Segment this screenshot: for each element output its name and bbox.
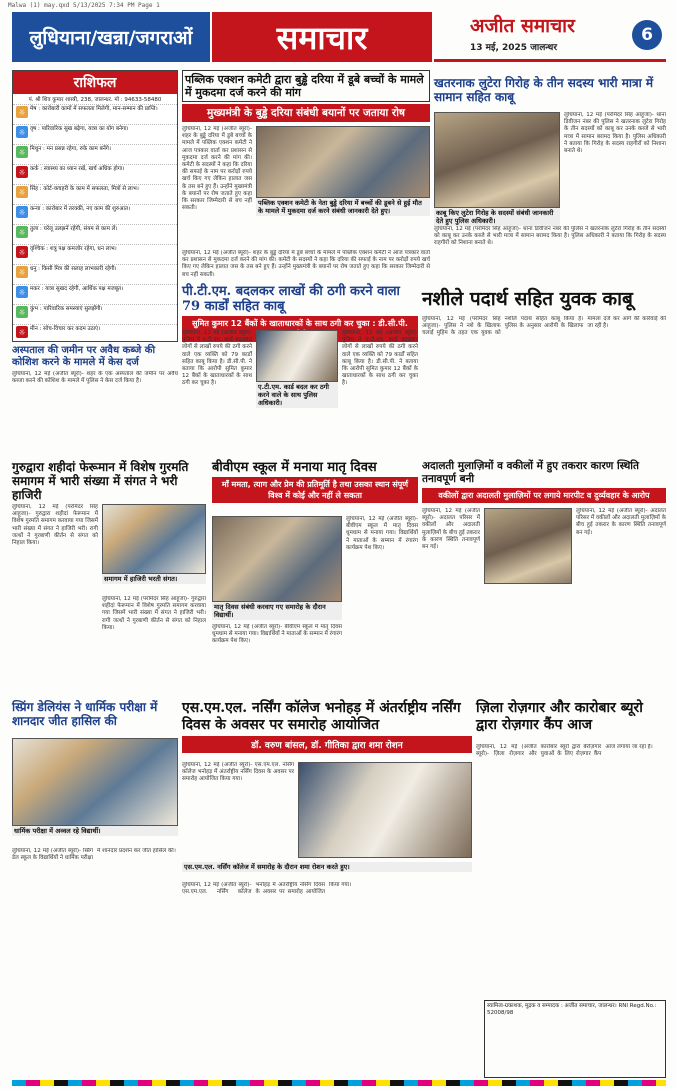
rashifal-text: मीन : सोच-विचार कर कदम उठाएं। [30, 326, 101, 332]
zodiac-sign-icon: ☼ [16, 186, 28, 198]
bvm-body: लुधियाना, 12 मई (अजीत ब्यूरो)- बीवीएम स्कूल में मातृ दिवस धूमधाम से मनाया गया। विद्यार्थियों ने माताओं के सम्मान में रंगारंग कार्यक्रम पेश किए। [346, 516, 418, 551]
lawyers-strap: वकीलों द्वारा अदालती मुलाज़िमों पर लगाये मारपीट व दुर्व्यवहार के आरोप [422, 488, 666, 503]
masthead-section: समाचार [212, 12, 432, 62]
rashifal-text: तुला : घरेलू उलझनें रहेंगी, संयम से काम लें। [30, 226, 118, 232]
brand-name: अजीत समाचार [470, 15, 575, 37]
lawyers-photo [484, 508, 572, 584]
rashifal-row [13, 204, 177, 224]
zodiac-sign-icon: ☼ [16, 166, 28, 178]
rashifal-text: मेष : कारोबारी कामों में सफलता मिलेगी, मान-सम्मान की प्राप्ति। [30, 106, 158, 112]
rashifal-title: राशिफल [13, 71, 177, 94]
rashifal-row [13, 184, 177, 204]
rashifal-subtitle: पं. श्री शिव कुमार शास्त्री, 238, जालन्धर. मो : 94633-58480 [28, 97, 162, 103]
nursing-headline: एस.एम.एल. नर्सिंग कॉलेज भनोहड़ में अंतर्राष्ट्रीय नर्सिंग दिवस के अवसर पर समारोह आयोजित [182, 700, 461, 733]
ptm-body-cont: लुधियाना, 12 मई (अजीत ब्यूरो)- पुलिस ने ए.टी.एम. कार्ड बदलकर लोगों से लाखों रुपये की ठगी करने वाले एक व्यक्ति को 79 कार्डों सहित काबू किया है। डी.सी.पी. ने बताया कि आरोपी सुमित कुमार 12 बैंकों के खाताधारकों के साथ ठगी कर चुका है। [342, 330, 418, 387]
budha-dariya-caption: पब्लिक एक्शन कमेटी के नेता बुड्ढे दरिया में बच्चों की डूबने से हुई मौत के मामले में मुकदमा दर्ज करने संबंधी जानकारी देते हुए। [256, 198, 430, 216]
budha-dariya-photo [256, 126, 430, 198]
rashifal-text: कुंभ : पारिवारिक समस्याएं सुलझेंगी। [30, 306, 103, 312]
rashifal-text: कन्या : कारोबार में तरक्की, नए काम की शुरुआत। [30, 206, 131, 212]
job-camp-headline: ज़िला रोज़गार और कारोबार ब्यूरो द्वारा रोज़गार कैंप आज [476, 700, 643, 733]
zodiac-sign-icon: ☼ [16, 126, 28, 138]
rashifal-row [13, 284, 177, 304]
spring-dale-headline: स्प्रिंग डेलियंस ने धार्मिक परीक्षा में शानदार जीत हासिल की [12, 700, 158, 728]
hospital-story [12, 345, 178, 429]
looters-body: लुधियाना, 12 मई (परमिंदर सिंह आहूजा)- थाना डिवीजन नंबर की पुलिस ने खतरनाक लुटेरा गिरोह के तीन सदस्यों को काबू कर उनके कब्जे से भारी मात्रा में सामान बरामद किया है। पुलिस अधिकारी ने बताया कि गिरोह के सदस्य राहगीरों को निशाना बनाते थे। [564, 112, 666, 155]
spring-dale-body: लुधियाना, 12 मई (अजीत ब्यूरो)- स्प्रिंग डेल स्कूल के विद्यार्थियों ने धार्मिक परीक्षा में शानदार प्रदर्शन कर जीत हासिल की। [12, 848, 176, 862]
looters-story [434, 76, 666, 104]
rashifal-row [13, 144, 177, 164]
spring-dale-story [12, 700, 178, 728]
gurdwara-body-cont: लुधियाना, 12 मई (परमिंदर सिंह आहूजा)- गुरुद्वारा शहीदां फेरूमान में विशेष गुरमति समागम करवाया गया जिसमें भारी संख्या में संगत ने हाजिरी भरी। रागी जत्थों ने गुरबाणी कीर्तन से संगत को निहाल किया। [102, 596, 206, 631]
nursing-story [182, 700, 472, 753]
spring-dale-caption: धार्मिक परीक्षा में अव्वल रहे विद्यार्थी। [12, 826, 178, 836]
bvm-headline: बीवीएम स्कूल में मनाया मातृ दिवस [212, 460, 377, 475]
gurdwara-body: लुधियाना, 12 मई (परमिंदर सिंह आहूजा)- गुरुद्वारा शहीदां फेरूमान में विशेष गुरमति समागम करवाया गया जिसमें भारी संख्या में संगत ने हाजिरी भरी। रागी जत्थों ने गुरबाणी कीर्तन से संगत को निहाल किया। [12, 504, 98, 547]
spring-dale-photo [12, 738, 178, 826]
file-slug: Malwa (1) may.qxd 5/13/2025 7:34 PM Page 1 [8, 2, 160, 9]
page-number: 6 [632, 20, 662, 50]
ptm-body: लुधियाना, 12 मई (अजीत ब्यूरो)- पुलिस ने ए.टी.एम. कार्ड बदलकर लोगों से लाखों रुपये की ठगी करने वाले एक व्यक्ति को 79 कार्डों सहित काबू किया है। डी.सी.पी. ने बताया कि आरोपी सुमित कुमार 12 बैंकों के खाताधारकों के साथ ठगी कर चुका है। [182, 330, 252, 387]
lawyers-body: लुधियाना, 12 मई (अजीत ब्यूरो)- अदालत परिसर में वकीलों और अदालती मुलाज़िमों के बीच हुई तकरार के कारण स्थिति तनावपूर्ण बन गई। [422, 508, 480, 551]
nursing-photo [298, 762, 472, 858]
dateline: 13 मई, 2025 जालन्धर [470, 43, 558, 53]
budha-dariya-strap: मुख्यमंत्री के बुड्ढे दरिया संबंधी बयानों पर जताया रोष [182, 104, 430, 122]
rashifal-row [13, 224, 177, 244]
gurdwara-caption: समागम में हाजिरी भरती संगत। [102, 574, 206, 584]
masthead-cities: लुधियाना/खन्ना/जगराओं [12, 12, 210, 62]
bvm-strap: माँ ममता, त्याग और प्रेम की प्रतिमूर्ति है तथा उसका स्थान संपूर्ण विश्व में कोई और नहीं ले सकता [212, 477, 418, 503]
gurdwara-headline: गुरुद्वारा शहीदां फेरूमान में विशेष गुरमति समागम में भारी संख्या में संगत ने भरी हाजिरी [12, 460, 189, 502]
nursing-body-cont: लुधियाना, 12 मई (अजीत ब्यूरो)- एस.एम.एल. नर्सिंग कॉलेज भनोहड़ में अंतर्राष्ट्रीय नर्सिंग दिवस के अवसर पर समारोह आयोजित किया गया। [182, 882, 352, 896]
rashifal-text: मकर : यात्रा सुखद रहेगी, आर्थिक पक्ष मजबूत। [30, 286, 124, 292]
lawyers-story [422, 460, 666, 503]
rashifal-text: मिथुन : मन प्रसन्न रहेगा, रुके काम बनेंगे। [30, 146, 111, 152]
job-camp-body: लुधियाना, 12 मई (अजीत ब्यूरो)- ज़िला रोज़गार और कारोबार ब्यूरो द्वारा बेरोज़गार युवाओं के लिए रोज़गार कैंप आज लगाया जा रहा है। [476, 744, 653, 758]
ptm-caption: ए.टी.एम. कार्ड बदल कर ठगी करने वाले के साथ पुलिस अधिकारी। [256, 382, 338, 408]
rashifal-text: वृश्चिक : शत्रु पक्ष कमजोर रहेगा, धन लाभ। [30, 246, 117, 252]
rashifal-text: धनु : किसी मित्र की सलाह लाभकारी रहेगी। [30, 266, 117, 272]
ptm-photo [256, 330, 338, 382]
lawyers-headline: अदालती मुलाज़िमों व वकीलों में हुए तकरार कारण स्थिति तनावपूर्ण बनी [422, 460, 640, 485]
budha-dariya-headline: पब्लिक एक्शन कमेटी द्वारा बुड्ढे दरिया में डूबे बच्चों के मामले में मुकदमा दर्ज करने की मांग [182, 70, 430, 102]
lawyers-body-cont: लुधियाना, 12 मई (अजीत ब्यूरो)- अदालत परिसर में वकीलों और अदालती मुलाज़िमों के बीच हुई तकरार के कारण स्थिति तनावपूर्ण बन गई। [576, 508, 666, 536]
zodiac-sign-icon: ☼ [16, 226, 28, 238]
rashifal-text: वृष : पारिवारिक सुख बढ़ेगा, यात्रा का योग बनेगा। [30, 126, 129, 132]
zodiac-sign-icon: ☼ [16, 146, 28, 158]
job-camp-story [476, 700, 666, 734]
drugs-story [422, 288, 666, 310]
bvm-story [212, 460, 418, 503]
footer-notice: स्वामित्व-ग्रकाशक, मुद्रक व सम्पादक : अजीत समाचार, जालन्धर। RNI Regd.No.: 52008/98 [484, 1000, 666, 1078]
hospital-body: लुधियाना, 12 मई (अजीत ब्यूरो)- शहर के एक अस्पताल की जमीन पर अवैध कब्जा करने की कोशिश के मामले में पुलिस ने केस दर्ज किया है। [12, 371, 178, 385]
looters-photo [434, 112, 560, 208]
bvm-body-cont: लुधियाना, 12 मई (अजीत ब्यूरो)- बीवीएम स्कूल में मातृ दिवस धूमधाम से मनाया गया। विद्यार्थियों ने माताओं के सम्मान में रंगारंग कार्यक्रम पेश किए। [212, 624, 342, 645]
zodiac-sign-icon: ☼ [16, 206, 28, 218]
rashifal-row [13, 104, 177, 124]
rashifal-row [13, 324, 177, 344]
looters-caption: काबू किए लुटेरा गिरोह के सदस्यों संबंधी जानकारी देते हुए पुलिस अधिकारी। [434, 208, 560, 226]
looters-headline: खतरनाक लुटेरा गिरोह के तीन सदस्य भारी मात्रा में सामान सहित काबू [434, 76, 654, 104]
budha-dariya-story [182, 70, 430, 122]
zodiac-sign-icon: ☼ [16, 326, 28, 338]
gurdwara-photo [102, 504, 206, 574]
zodiac-sign-icon: ☼ [16, 286, 28, 298]
rashifal-row [13, 304, 177, 324]
rashifal-row [13, 264, 177, 284]
zodiac-sign-icon: ☼ [16, 266, 28, 278]
rashifal-text: सिंह : कोर्ट-कचहरी के काम में सफलता, मित्रों से लाभ। [30, 186, 139, 192]
nursing-body: लुधियाना, 12 मई (अजीत ब्यूरो)- एस.एम.एल. नर्सिंग कॉलेज भनोहड़ में अंतर्राष्ट्रीय नर्सिंग दिवस के अवसर पर समारोह आयोजित किया गया। [182, 762, 294, 783]
zodiac-sign-icon: ☼ [16, 246, 28, 258]
rashifal-row [13, 164, 177, 184]
rashifal-box [12, 70, 178, 342]
bvm-photo [212, 516, 342, 602]
drugs-body: लुधियाना, 12 मई (परमिंदर सिंह आहूजा)- पुलिस ने नशे के खिलाफ चलाई मुहिम के तहत एक युवक को नशीले पदार्थ सहित काबू किया है। पुलिस के अनुसार आरोपी के खिलाफ मामला दर्ज कर आगे की कार्रवाई की जा रही है। [422, 316, 666, 337]
bvm-caption: मातृ दिवस संबंधी करवाए गए समारोह के दौरान विद्यार्थी। [212, 602, 342, 620]
gurdwara-story [12, 460, 208, 502]
print-registration-bar [12, 1080, 666, 1086]
looters-body-cont: लुधियाना, 12 मई (परमिंदर सिंह आहूजा)- थाना डिवीजन नंबर की पुलिस ने खतरनाक लुटेरा गिरोह के तीन सदस्यों को काबू कर उनके कब्जे से भारी मात्रा में सामान बरामद किया है। पुलिस अधिकारी ने बताया कि गिरोह के सदस्य राहगीरों को निशाना बनाते थे। [434, 226, 666, 247]
ptm-headline: पी.टी.एम. बदलकर लाखों की ठगी करने वाला 79 कार्डों सहित काबू [182, 284, 400, 314]
rashifal-row [13, 124, 177, 144]
rashifal-text: कर्क : स्वास्थ्य का ध्यान रखें, खर्च अधिक होगा। [30, 166, 125, 172]
rashifal-row [13, 244, 177, 264]
nursing-caption: एस.एम.एल. नर्सिंग कॉलेज में समारोह के दौरान शमा रोशन करते हुए। [182, 862, 472, 872]
hospital-headline: अस्पताल की जमीन पर अवैध कब्जे की कोशिश करने के मामले में केस दर्ज [12, 345, 156, 368]
budha-dariya-body: लुधियाना, 12 मई (अजीत ब्यूरो)- शहर के बुड्ढे दरिया में डूबे बच्चों के मामले में पब्लिक एक्शन कमेटी ने आज पत्रकार वार्ता कर प्रशासन से मुकदमा दर्ज करने की मांग की। कमेटी के सदस्यों ने कहा कि दरिया की सफाई के नाम पर करोड़ों रुपये खर्च किए गए लेकिन हालात जस के तस बने हुए हैं। उन्होंने मुख्यमंत्री के बयानों पर रोष जताते हुए कहा कि सरकार जिम्मेदारी से बच नहीं सकती। [182, 126, 252, 212]
ptm-strap: सुमित कुमार 12 बैंकों के खाताधारकों के साथ ठगी कर चुका : डी.सी.पी. [182, 316, 418, 342]
zodiac-sign-icon: ☼ [16, 106, 28, 118]
rashifal-list [13, 104, 177, 344]
drugs-headline: नशीले पदार्थ सहित युवक काबू [422, 288, 633, 310]
zodiac-sign-icon: ☼ [16, 306, 28, 318]
budha-dariya-body-cont: लुधियाना, 12 मई (अजीत ब्यूरो)- शहर के बुड्ढे दरिया में डूबे बच्चों के मामले में पब्लिक एक्शन कमेटी ने आज पत्रकार वार्ता कर प्रशासन से मुकदमा दर्ज करने की मांग की। कमेटी के सदस्यों ने कहा कि दरिया की सफाई के नाम पर करोड़ों रुपये खर्च किए गए लेकिन हालात जस के तस बने हुए हैं। उन्होंने मुख्यमंत्री के बयानों पर रोष जताते हुए कहा कि सरकार जिम्मेदारी से बच नहीं सकती। [182, 250, 430, 278]
nursing-strap: डॉ. वरुण बांसल, डॉ. गीतिका द्वारा शमा रोशन [182, 736, 472, 753]
